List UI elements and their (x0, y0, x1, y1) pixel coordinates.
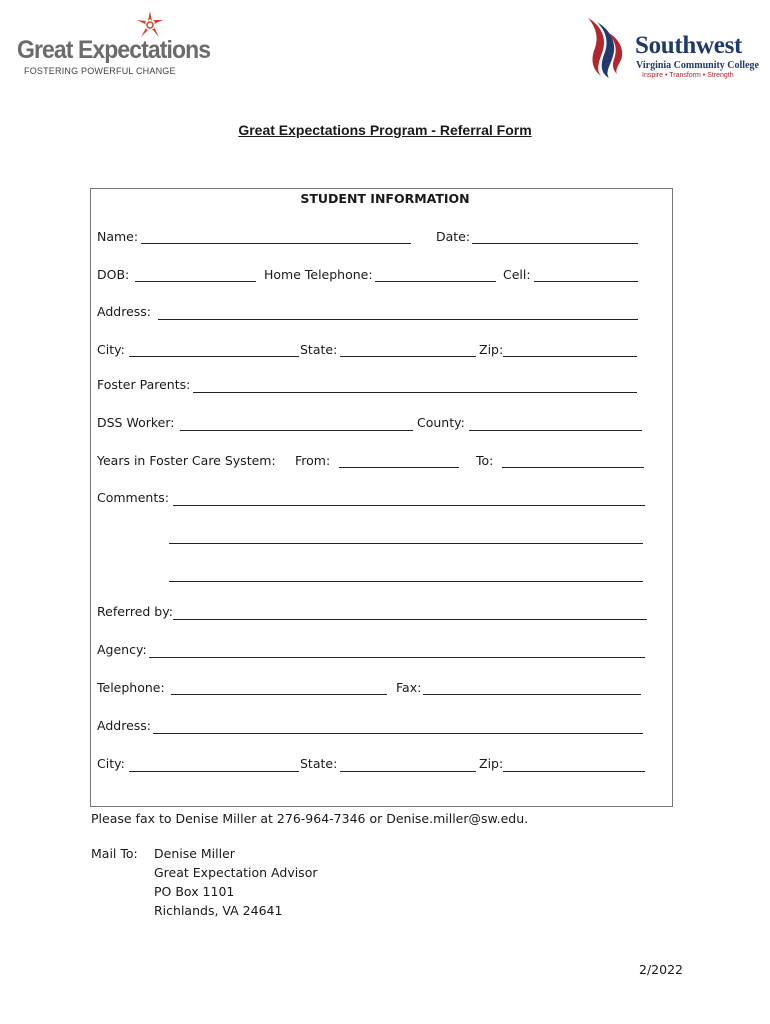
date-label: Date: (436, 229, 471, 244)
comments-label: Comments: (97, 490, 169, 505)
ge-logo-tagline: FOSTERING POWERFUL CHANGE (24, 66, 176, 76)
zip-label: Zip: (479, 342, 504, 357)
form-date: 2/2022 (639, 962, 683, 977)
agency-address-field[interactable] (153, 733, 643, 734)
to-label: To: (476, 453, 494, 468)
comments-field-line-2[interactable] (169, 543, 643, 544)
name-label: Name: (97, 229, 139, 244)
home-telephone-label: Home Telephone: (264, 267, 373, 282)
name-field[interactable] (141, 243, 411, 244)
fax-instruction: Please fax to Denise Miller at 276-964-7346 or Denise.miller@sw.edu. (91, 811, 529, 826)
telephone-label: Telephone: (97, 680, 165, 695)
mail-line: Richlands, VA 24641 (154, 903, 283, 918)
referred-by-label: Referred by: (97, 604, 173, 619)
city-label: City: (97, 342, 125, 357)
address-label: Address: (97, 304, 151, 319)
sw-logo-subtitle: Virginia Community College (636, 60, 759, 71)
zip-field[interactable] (503, 356, 637, 357)
from-label: From: (295, 453, 331, 468)
date-field[interactable] (472, 243, 638, 244)
swoosh-icon (585, 14, 635, 80)
county-label: County: (417, 415, 465, 430)
home-telephone-field[interactable] (375, 281, 496, 282)
agency-zip-label: Zip: (479, 756, 504, 771)
mail-line: Great Expectation Advisor (154, 865, 318, 880)
great-expectations-logo (17, 10, 211, 80)
dob-label: DOB: (97, 267, 130, 282)
state-label: State: (300, 342, 338, 357)
mail-line: PO Box 1101 (154, 884, 235, 899)
agency-state-label: State: (300, 756, 338, 771)
referred-by-field[interactable] (173, 619, 647, 620)
agency-city-label: City: (97, 756, 125, 771)
city-field[interactable] (129, 356, 299, 357)
sw-logo-motto: Inspire • Transform • Strength (642, 72, 734, 79)
from-field[interactable] (339, 467, 459, 468)
county-field[interactable] (469, 430, 642, 431)
agency-address-label: Address: (97, 718, 151, 733)
ge-logo-name: Great Expectations (17, 36, 211, 64)
agency-zip-field[interactable] (503, 771, 645, 772)
mail-line: Denise Miller (154, 846, 235, 861)
sw-logo-name: Southwest (635, 32, 743, 59)
section-heading: STUDENT INFORMATION (300, 191, 470, 206)
southwest-logo (585, 14, 760, 84)
dss-worker-field[interactable] (180, 430, 413, 431)
to-field[interactable] (502, 467, 644, 468)
cell-field[interactable] (534, 281, 638, 282)
dob-field[interactable] (135, 281, 256, 282)
page-title: Great Expectations Program - Referral Form (238, 122, 532, 138)
mail-to-label: Mail To: (91, 846, 138, 861)
fax-label: Fax: (396, 680, 422, 695)
agency-state-field[interactable] (340, 771, 476, 772)
fax-field[interactable] (423, 694, 641, 695)
address-field[interactable] (158, 319, 638, 320)
comments-field-line-3[interactable] (169, 581, 643, 582)
foster-parents-label: Foster Parents: (97, 377, 191, 392)
telephone-field[interactable] (171, 694, 387, 695)
comments-field-line-1[interactable] (173, 505, 645, 506)
agency-city-field[interactable] (129, 771, 299, 772)
agency-label: Agency: (97, 642, 147, 657)
agency-field[interactable] (149, 657, 645, 658)
state-field[interactable] (340, 356, 476, 357)
dss-worker-label: DSS Worker: (97, 415, 175, 430)
foster-parents-field[interactable] (193, 392, 637, 393)
years-foster-care-label: Years in Foster Care System: (97, 453, 276, 468)
cell-label: Cell: (503, 267, 531, 282)
